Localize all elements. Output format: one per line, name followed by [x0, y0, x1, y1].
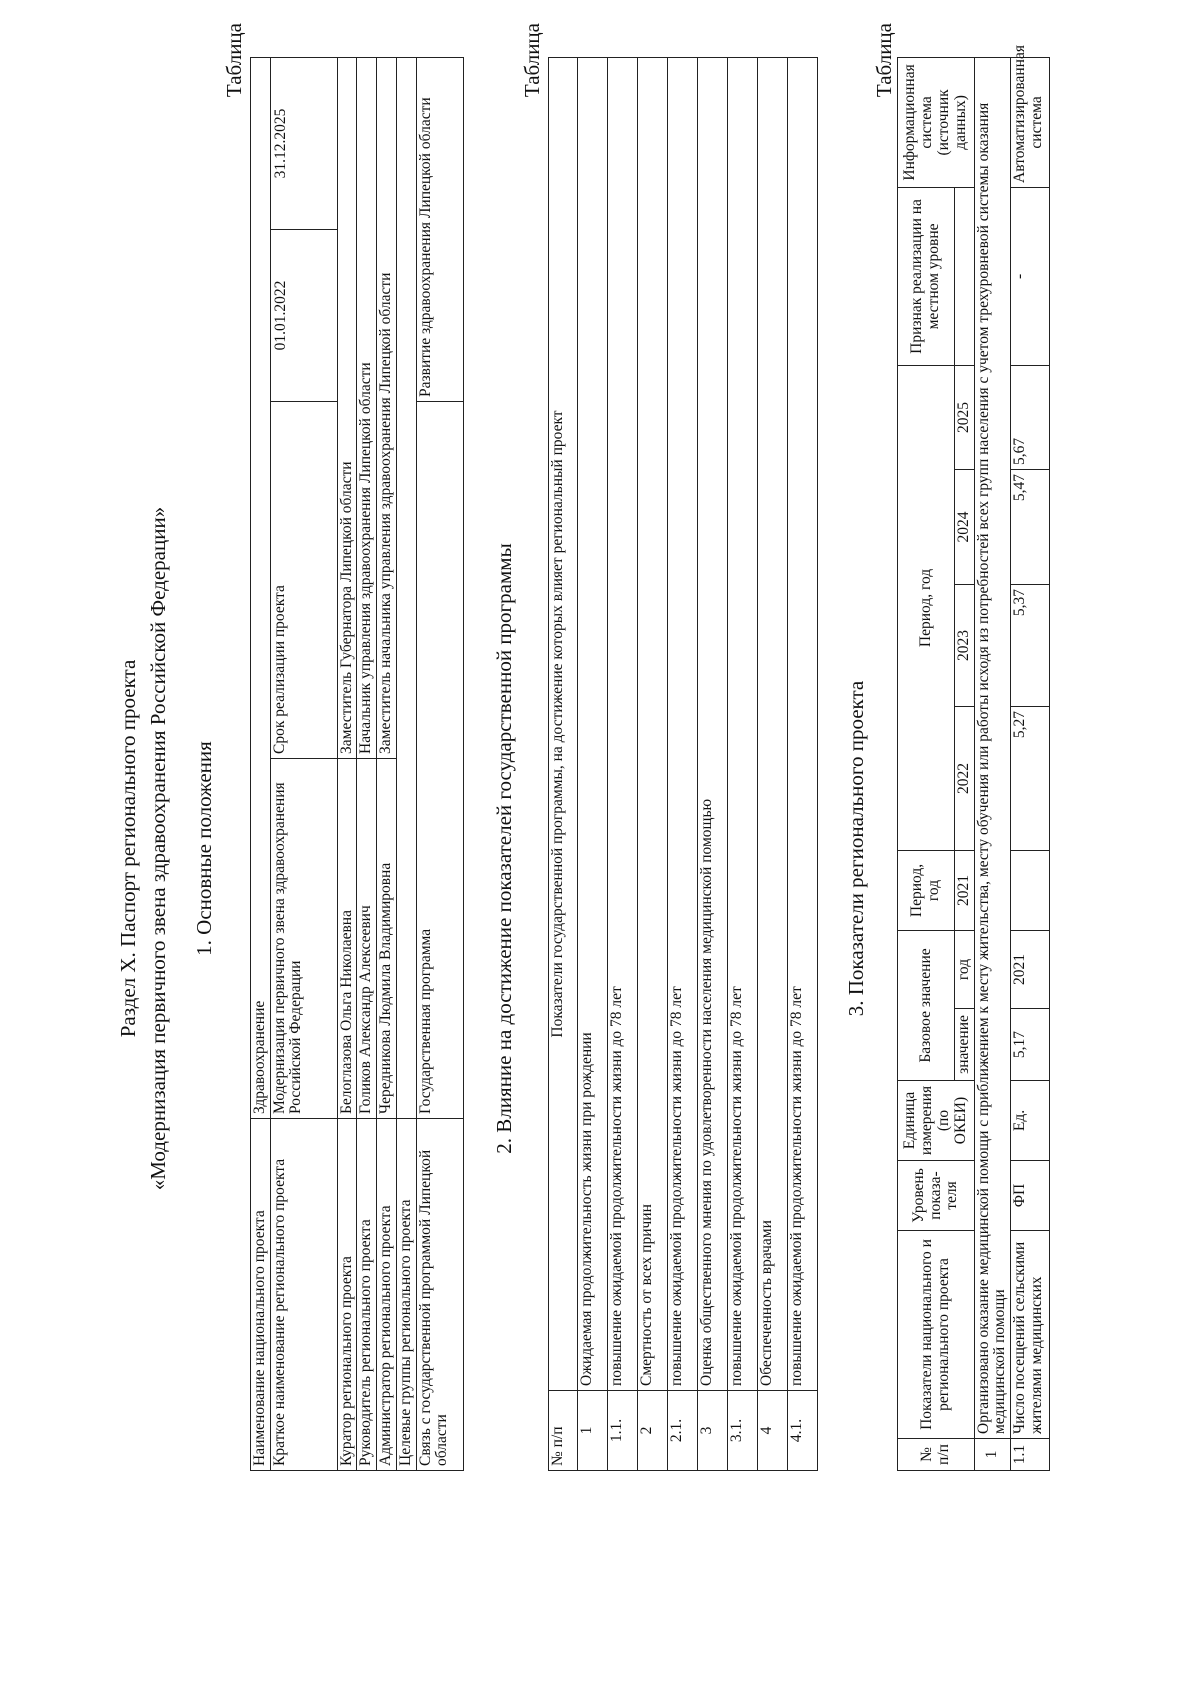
base-year-header: год — [955, 930, 975, 1008]
national-project-label: Наименование национального проекта — [251, 1119, 271, 1471]
row-num: 3.1. — [728, 1391, 758, 1471]
indicator-level: ФП — [1011, 1161, 1050, 1231]
section1-heading: 1. Основные положения — [192, 741, 216, 956]
value-2022: 5,27 — [1011, 706, 1050, 850]
period-year-header: Период, год — [898, 850, 955, 930]
info-system-header: Информационная система (источник данных) — [898, 57, 975, 187]
col-title-header: Показатели государственной программы, на достижение которых влияет региональный проект — [549, 58, 578, 1391]
num-header: № п/п — [898, 1439, 975, 1471]
admin-name: Чередникова Людмила Владимировна — [377, 759, 397, 1119]
term-start: 01.01.2022 — [271, 229, 337, 401]
base-header: Базовое значение — [898, 930, 955, 1080]
head-label: Руководитель регионального проекта — [357, 1119, 377, 1471]
year-header: 2023 — [955, 584, 975, 706]
table-row — [357, 58, 377, 1471]
col-num-header: № п/п — [549, 1391, 578, 1471]
base-year: 2021 — [1011, 930, 1050, 1008]
table-row — [698, 58, 728, 1471]
row-num: 1.1. — [608, 1391, 638, 1471]
indicator-unit: Ед. — [1011, 1081, 1050, 1161]
gov-program-indicators-table — [548, 57, 818, 1471]
table-row — [270, 58, 337, 1471]
period-base-year-header: 2021 — [955, 850, 975, 930]
main-provisions-table — [250, 57, 464, 1471]
curator-name: Белоглазова Ольга Николаевна — [337, 759, 357, 1119]
year-header: 2024 — [955, 469, 975, 584]
admin-position: Заместитель начальника управления здравоохранения Липецкой области — [377, 58, 397, 759]
table2-caption: Таблица — [520, 23, 544, 98]
row-num: 4 — [758, 1391, 788, 1471]
base-value: 5,17 — [1011, 1009, 1050, 1081]
table-header-row — [898, 57, 955, 1470]
head-position: Начальник управления здравоохранения Липецкой области — [357, 58, 377, 759]
regional-indicators-table — [897, 45, 1050, 1471]
row-num: 2 — [638, 1391, 668, 1471]
row-num: 2.1. — [668, 1391, 698, 1471]
table1-caption: Таблица — [222, 23, 246, 98]
table-row — [728, 58, 758, 1471]
local-sign-subheader — [955, 187, 975, 365]
table-row — [578, 58, 608, 1471]
year-header: 2022 — [955, 706, 975, 850]
term-end: 31.12.2025 — [271, 108, 289, 179]
row-num: 4.1. — [788, 1391, 818, 1471]
short-name-value: Модернизация первичного звена здравоохранения Российской Федерации — [270, 759, 337, 1119]
row-text: повышение ожидаемой продолжительности жизни до 78 лет — [668, 58, 698, 1391]
row-text: повышение ожидаемой продолжительности жизни до 78 лет — [608, 58, 638, 1391]
term-dates — [270, 58, 337, 402]
local-sign-header: Признак реализации на местном уровне — [898, 187, 955, 365]
curator-position: Заместитель Губернатора Липецкой области — [337, 58, 357, 759]
term-label: Срок реализации проекта — [270, 402, 337, 759]
row-text: повышение ожидаемой продолжительности жизни до 78 лет — [788, 58, 818, 1391]
table-row — [638, 58, 668, 1471]
table-row — [974, 57, 1010, 1470]
table-row — [758, 58, 788, 1471]
table-row — [337, 58, 357, 1471]
value-2024: 5,47 — [1011, 469, 1050, 584]
level-header: Уровень показа- теля — [898, 1161, 975, 1231]
year-header: 2025 — [955, 365, 975, 469]
row-text: повышение ожидаемой продолжительности жизни до 78 лет — [728, 58, 758, 1391]
table-row — [549, 58, 578, 1471]
admin-label: Администратор регионального проекта — [377, 1119, 397, 1471]
curator-label: Куратор регионального проекта — [337, 1119, 357, 1471]
project-title: «Модернизация первичного звена здравоохранения Российской Федерации» — [146, 506, 170, 1191]
table-row — [396, 58, 416, 1471]
target-groups-value — [396, 58, 416, 1119]
table-row — [251, 58, 271, 1471]
table-row — [668, 58, 698, 1471]
head-name: Голиков Александр Алексеевич — [357, 759, 377, 1119]
indicator-header: Показатели национального и регионального проекта — [898, 1231, 975, 1439]
short-name-label: Краткое наименование регионального проекта — [270, 1119, 337, 1471]
table-row — [1011, 57, 1050, 1470]
indicator-name: Число посещений сельскими жителями медицинских — [1011, 1231, 1050, 1439]
table-row — [416, 58, 463, 1471]
table-row — [608, 58, 638, 1471]
goal-num: 1 — [974, 1439, 1010, 1471]
section2-heading: 2. Влияние на достижение показателей государственной программы — [492, 543, 516, 1154]
row-text: Обеспеченность врачами — [758, 58, 788, 1391]
section-heading: Раздел X. Паспорт регионального проекта — [116, 659, 140, 1038]
program-link-type: Государственная программа — [416, 402, 463, 1119]
program-link-name: Развитие здравоохранения Липецкой области — [416, 58, 463, 402]
local-sign-value: - — [1011, 187, 1050, 365]
base-value-header: значение — [955, 1009, 975, 1081]
program-link-label: Связь с государственной программой Липецкой области — [416, 1119, 463, 1471]
goal-text: Организовано оказание медицинской помощи с приближением к месту жительства, месту обучения или работы исходя из потребностей всех групп населения с учетом трехуровневой системы оказания медицинской помощи — [974, 57, 1010, 1438]
value-2023: 5,37 — [1011, 584, 1050, 706]
row-num: 1 — [578, 1391, 608, 1471]
row-num: 3 — [698, 1391, 728, 1471]
indicator-num: 1.1 — [1011, 1439, 1050, 1471]
row-text: Смертность от всех причин — [638, 58, 668, 1391]
info-system-value: Автоматизированная система — [1011, 57, 1050, 187]
national-project-value: Здравоохранение — [251, 58, 271, 1119]
table3-caption: Таблица — [872, 23, 896, 98]
target-groups-label: Целевые группы регионального проекта — [396, 1119, 416, 1471]
unit-header: Единица измерения (по ОКЕИ) — [898, 1081, 975, 1161]
table-row — [788, 58, 818, 1471]
section3-heading: 3. Показатели регионального проекта — [844, 680, 868, 1017]
table-row — [377, 58, 397, 1471]
row-text: Ожидаемая продолжительность жизни при рождении — [578, 58, 608, 1391]
value-2025: 5,67 — [1011, 365, 1050, 469]
period-base-value — [1011, 850, 1050, 930]
row-text: Оценка общественного мнения по удовлетворенности населения медицинской помощью — [698, 58, 728, 1391]
period-group-header: Период, год — [898, 365, 955, 850]
